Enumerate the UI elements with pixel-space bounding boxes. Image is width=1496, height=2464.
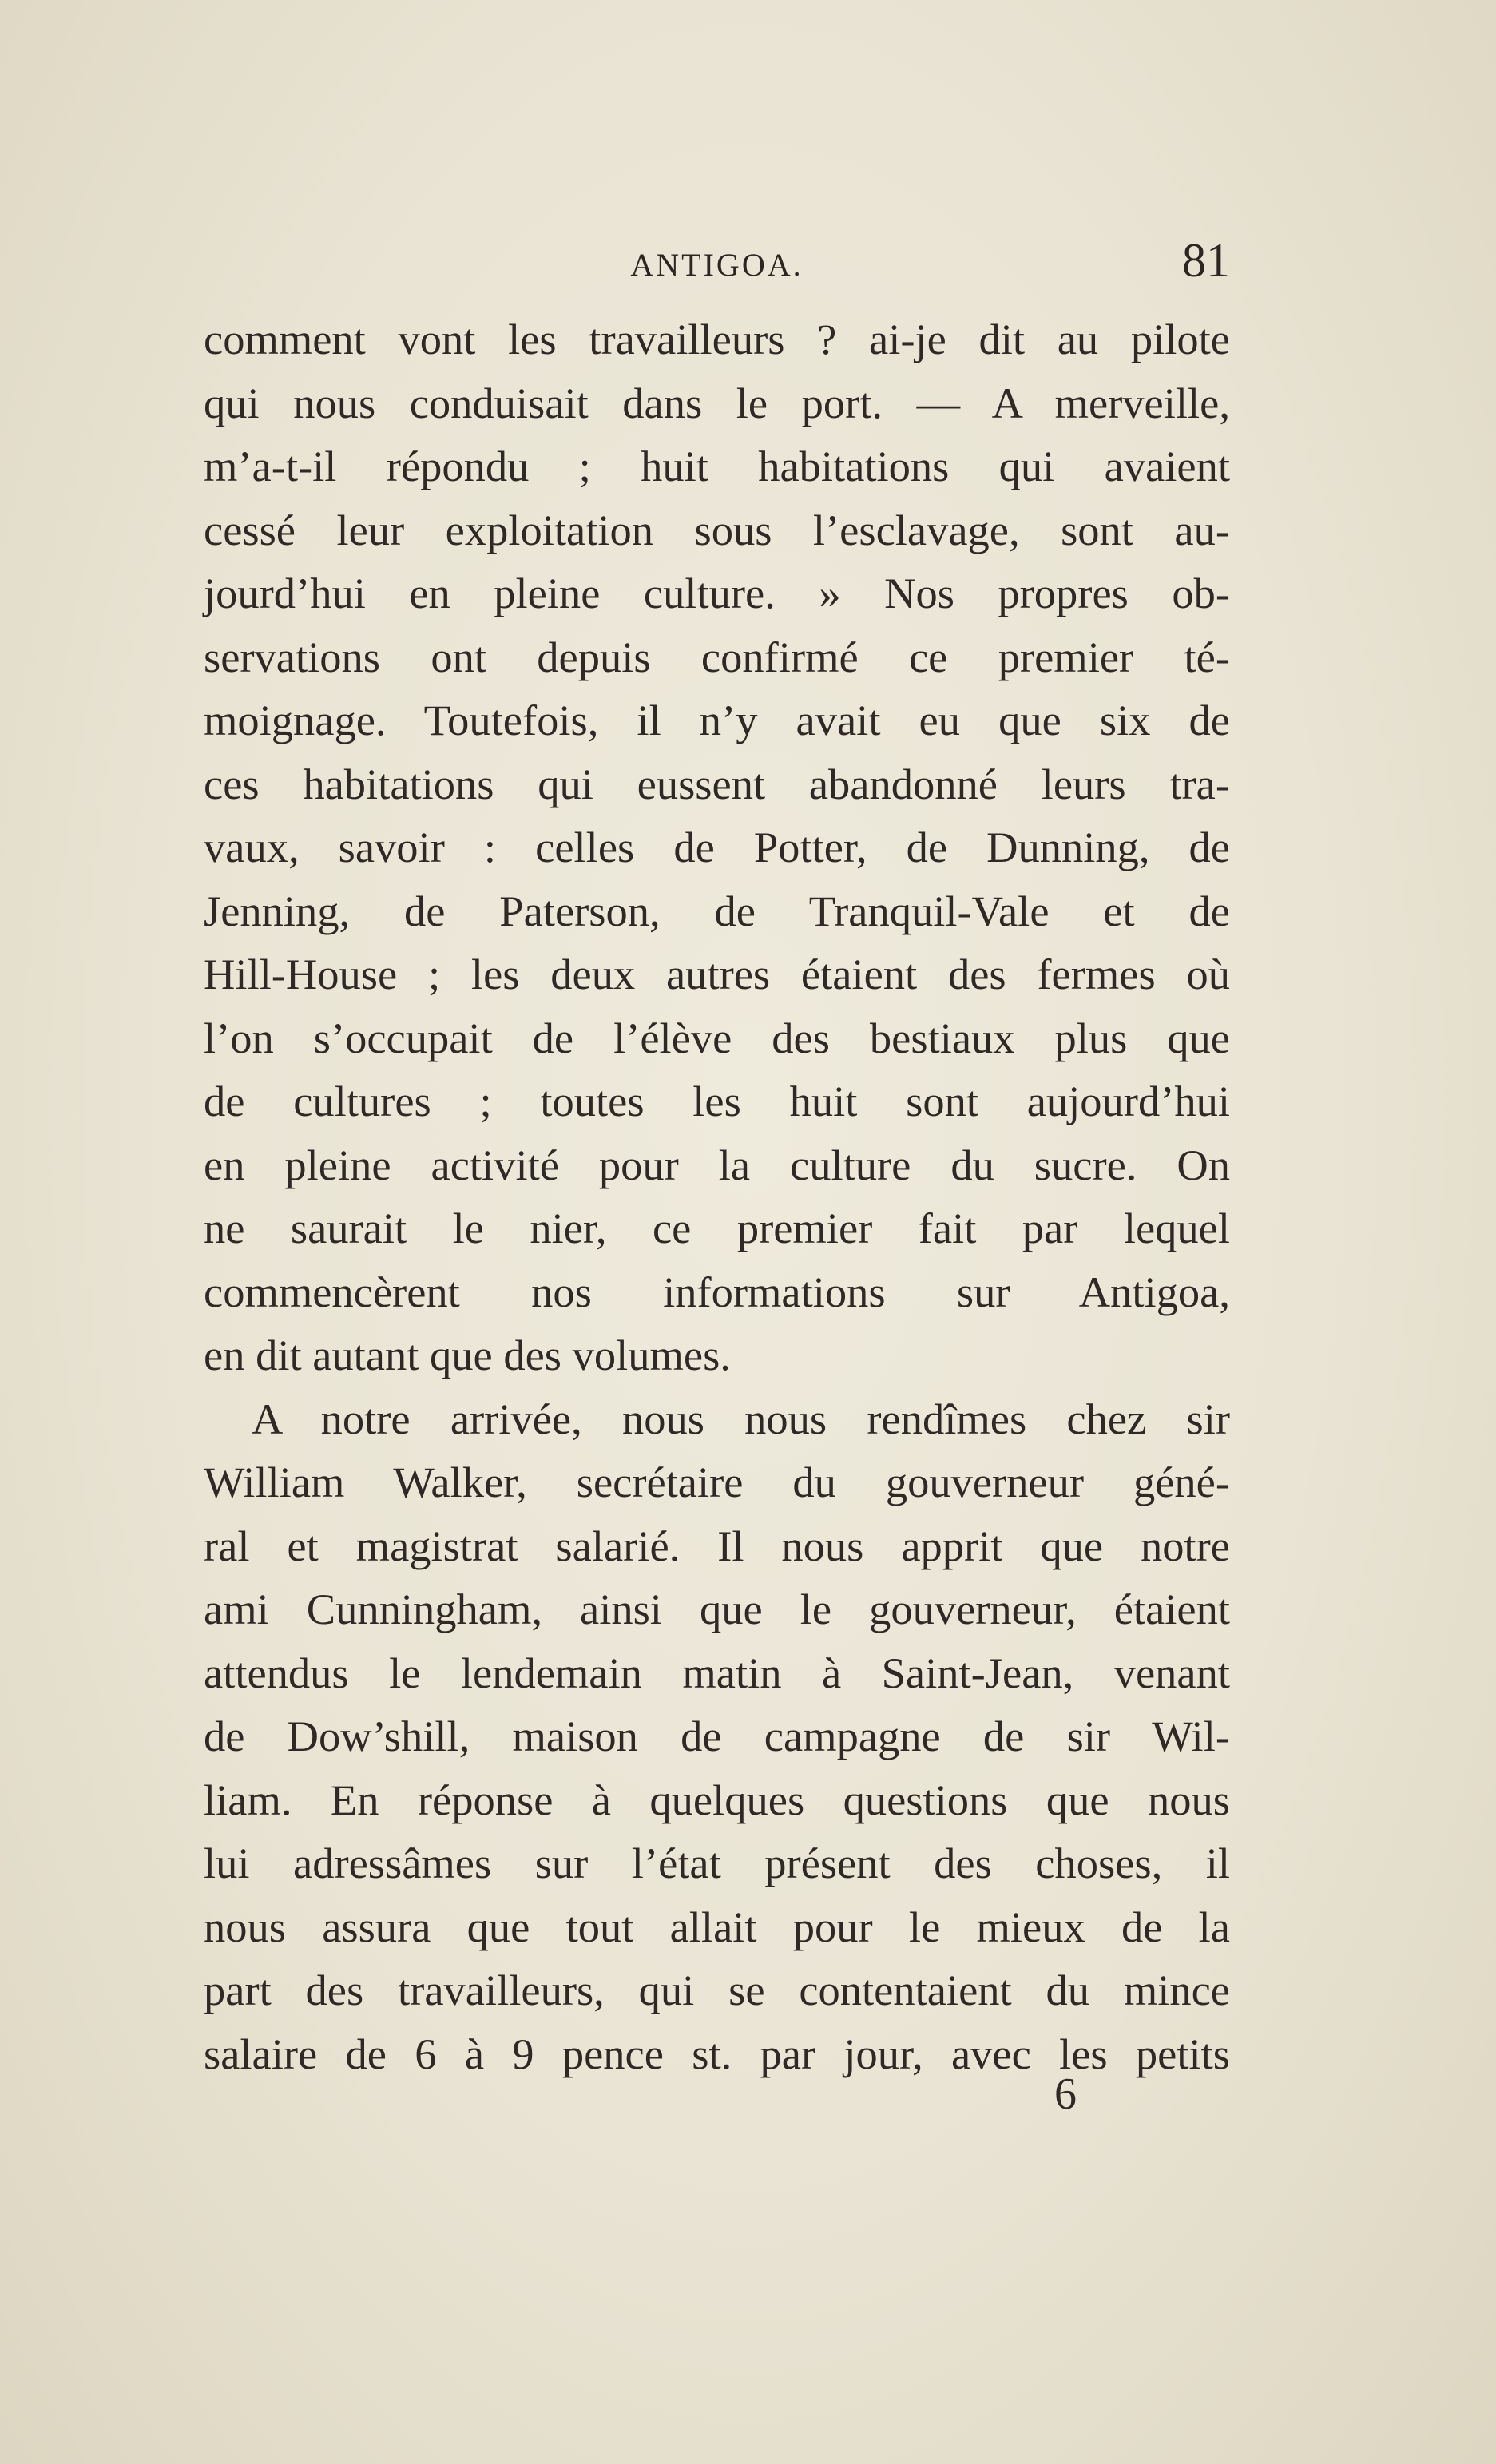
text-line: ami Cunningham, ainsi que le gouverneur, étaient [204,1585,1230,1633]
text-line: nous assura que tout allait pour le mieux de la [204,1902,1230,1951]
text-line: William Walker, secrétaire du gouverneur géné- [204,1458,1230,1506]
text-line: l’on s’occupait de l’élève des bestiaux plus que [204,1013,1230,1062]
text-line: liam. En réponse à quelques questions que nous [204,1775,1230,1824]
text-line: ne saurait le nier, ce premier fait par lequel [204,1204,1230,1252]
paragraph-1 [204,308,1230,1387]
text-line: salaire de 6 à 9 pence st. par jour, avec les petits [204,2029,1230,2078]
text-line: commencèrent nos informations sur Antigoa, [204,1267,1230,1316]
text-line: Jenning, de Paterson, de Tranquil-Vale et de [204,886,1230,935]
page-number: 81 [1182,234,1230,287]
text-line: m’a-t-il répondu ; huit habitations qui avaient [204,442,1230,490]
running-head: ANTIGOA. [630,247,804,283]
text-line: servations ont depuis confirmé ce premier té- [204,632,1230,681]
text-line: moignage. Toutefois, il n’y avait eu que six de [204,696,1230,744]
text-line: de cultures ; toutes les huit sont aujourd’hui [204,1077,1230,1125]
page-header [204,232,1230,296]
text-line: en dit autant que des volumes. [204,1331,731,1379]
text-line: part des travailleurs, qui se contentaient du mince [204,1966,1230,2014]
body-text [204,308,1230,2085]
signature-mark: 6 [1054,2069,1077,2119]
text-line: vaux, savoir : celles de Potter, de Dunning, de [204,823,1230,871]
text-line: A notre arrivée, nous nous rendîmes chez sir [252,1394,1230,1443]
text-line: en pleine activité pour la culture du sucre. On [204,1140,1230,1189]
text-line: comment vont les travailleurs ? ai-je dit au pilote [204,315,1230,363]
paragraph-2 [204,1387,1230,2086]
text-line: ces habitations qui eussent abandonné leurs tra- [204,759,1230,808]
text-line: jourd’hui en pleine culture. » Nos propres ob- [204,569,1230,617]
text-line: lui adressâmes sur l’état présent des choses, il [204,1839,1230,1887]
text-line: cessé leur exploitation sous l’esclavage, sont au- [204,505,1230,554]
text-line: Hill-House ; les deux autres étaient des fermes où [204,950,1230,998]
text-line: ral et magistrat salarié. Il nous apprit que notre [204,1521,1230,1570]
text-line: attendus le lendemain matin à Saint-Jean, venant [204,1648,1230,1697]
text-line: de Dow’shill, maison de campagne de sir Wil- [204,1712,1230,1760]
text-line: qui nous conduisait dans le port. — A merveille, [204,378,1230,427]
